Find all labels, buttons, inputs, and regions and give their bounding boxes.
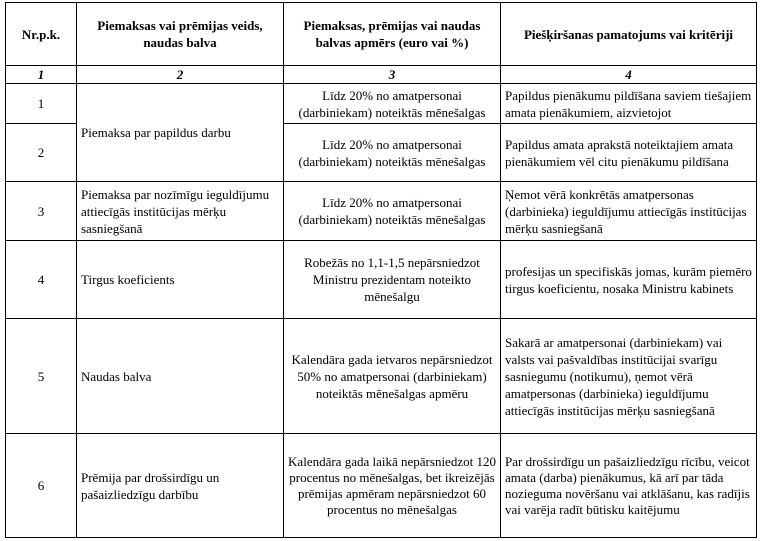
column-number-row — [6, 66, 757, 84]
table-row — [6, 241, 757, 319]
table-row — [6, 319, 757, 434]
table-row — [6, 434, 757, 538]
benefit-type: Naudas balva — [77, 319, 284, 434]
table-row — [6, 182, 757, 241]
header-row — [6, 3, 757, 66]
benefit-basis: Papildus pienākumu pildīšana saviem tiešajiem amata pienākumiem, aizvietojot — [501, 84, 757, 124]
row-number: 6 — [6, 434, 77, 538]
benefits-table — [5, 2, 757, 538]
benefit-basis: Sakarā ar amatpersonai (darbiniekam) vai valsts vai pašvaldības institūcijai svarīgu sasniegumu (notikumu), ņemot vērā amatpersonas (darbinieka) ieguldījumu attiecīgās institūcijas mērķu sasniegšanā — [501, 319, 757, 434]
benefit-type: Piemaksa par nozīmīgu ieguldījumu attiecīgās institūcijas mērķu sasniegšanā — [77, 182, 284, 241]
benefit-basis: Papildus amata aprakstā noteiktajiem amata pienākumiem vēl citu pienākumu pildīšana — [501, 124, 757, 182]
header-type: Piemaksas vai prēmijas veids, naudas balva — [77, 3, 284, 66]
benefit-amount: Līdz 20% no amatpersonai (darbiniekam) noteiktās mēnešalgas — [284, 182, 501, 241]
header-nr: Nr.p.k. — [6, 3, 77, 66]
benefit-basis: profesijas un specifiskās jomas, kurām piemēro tirgus koeficientu, nosaka Ministru kabinets — [501, 241, 757, 319]
column-number: 4 — [501, 66, 757, 84]
benefit-amount: Kalendāra gada ietvaros nepārsniedzot 50% no amatpersonai (darbiniekam) noteiktās mēnešalgas apmēru — [284, 319, 501, 434]
header-amount: Piemaksas, prēmijas vai naudas balvas apmērs (euro vai %) — [284, 3, 501, 66]
benefit-basis: Ņemot vērā konkrētās amatpersonas (darbinieka) ieguldījumu attiecīgās institūcijas mērķu sasniegšanā — [501, 182, 757, 241]
benefit-type: Piemaksa par papildus darbu — [77, 84, 284, 182]
row-number: 4 — [6, 241, 77, 319]
row-number: 1 — [6, 84, 77, 124]
table-row — [6, 84, 757, 124]
benefit-basis: Par drošsirdīgu un pašaizliedzīgu rīcību, veicot amata (darba) pienākumus, kā arī par tāda nozieguma novēršanu vai atklāšanu, kas radījis vai varēja radīt būtisku kaitējumu — [501, 434, 757, 538]
column-number: 3 — [284, 66, 501, 84]
benefit-type: Prēmija par drošsirdīgu un pašaizliedzīgu darbību — [77, 434, 284, 538]
benefit-type: Tirgus koeficients — [77, 241, 284, 319]
benefit-amount: Līdz 20% no amatpersonai (darbiniekam) noteiktās mēnešalgas — [284, 84, 501, 124]
column-number: 2 — [77, 66, 284, 84]
benefit-amount: Līdz 20% no amatpersonai (darbiniekam) noteiktās mēnešalgas — [284, 124, 501, 182]
row-number: 5 — [6, 319, 77, 434]
benefit-amount: Kalendāra gada laikā nepārsniedzot 120 procentus no mēnešalgas, bet ikreizējās prēmijas apmēram nepārsniedzot 60 procentus no mēnešalgas — [284, 434, 501, 538]
row-number: 2 — [6, 124, 77, 182]
column-number: 1 — [6, 66, 77, 84]
row-number: 3 — [6, 182, 77, 241]
benefit-amount: Robežās no 1,1-1,5 nepārsniedzot Ministru prezidentam noteikto mēnešalgu — [284, 241, 501, 319]
header-basis: Piešķiršanas pamatojums vai kritēriji — [501, 3, 757, 66]
